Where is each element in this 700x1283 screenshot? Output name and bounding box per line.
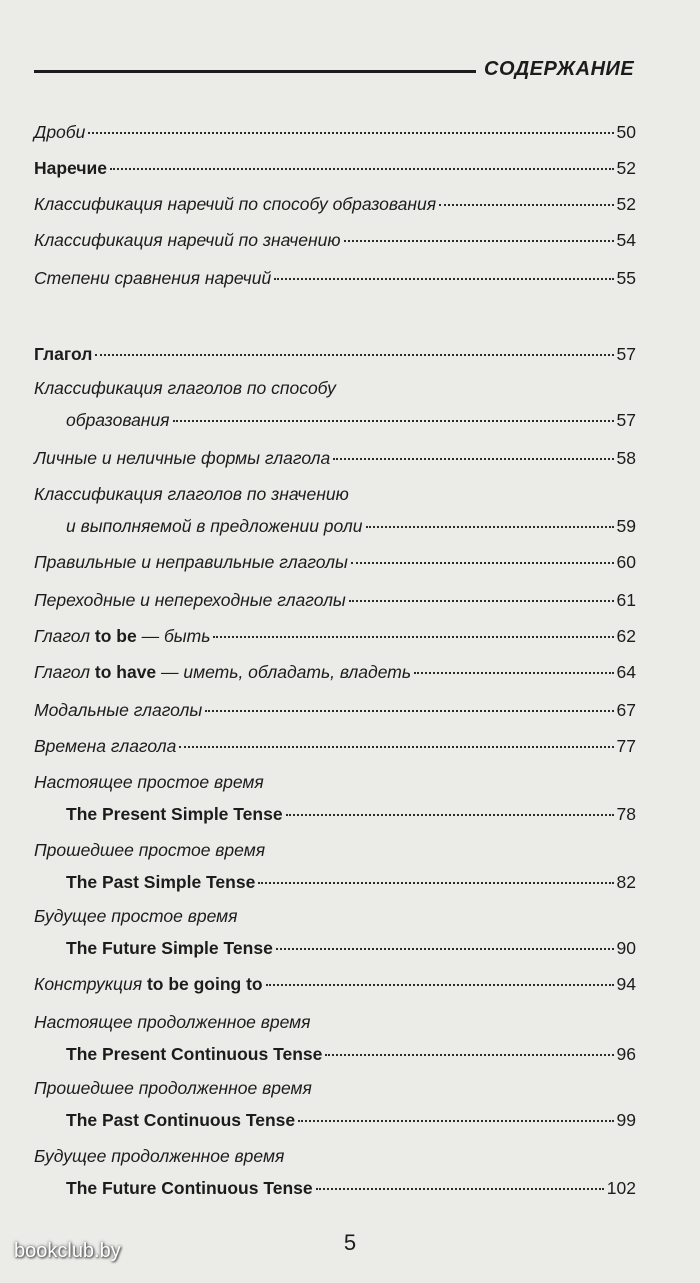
toc-entry-label: Классификация глаголов по способу [34,378,336,398]
dot-leader [274,278,613,280]
toc-entry-label: Прошедшее простое время [34,840,266,860]
toc-entry-page: 59 [616,516,636,536]
toc-entry-page: 82 [616,872,636,892]
toc-entry [34,588,636,612]
toc-entry-label: Модальные глаголы [34,700,203,720]
header-rule [34,70,476,73]
toc-entry-label: Настоящее простое время [34,772,264,792]
dot-leader [213,636,613,638]
dot-leader [179,746,613,748]
toc-entry-label: Классификация глаголов по значению [34,484,349,504]
toc-entry-page: 78 [616,804,636,824]
toc-entry-english-term: to have [94,662,157,682]
toc-entry [34,624,636,648]
toc-entry-label-cont: и выполняемой в предложении роли [66,516,363,536]
toc-entry [34,838,636,894]
toc-entry [34,770,636,826]
dot-leader [349,600,614,602]
toc-entry [34,1144,636,1200]
toc-entry-label: Правильные и неправильные глаголы [34,552,348,572]
toc-entry-page: 61 [616,590,636,610]
toc-entry-page: 99 [616,1110,636,1130]
toc-section-label: Глагол [34,344,93,364]
toc-entry-english-term: The Present Continuous Tense [66,1044,323,1064]
toc-entry [34,972,636,996]
toc-entry-page: 52 [616,158,636,178]
dot-leader [286,814,614,816]
toc-entry [34,120,636,144]
toc-entry-label: Классификация наречий по значению [34,230,341,250]
dot-leader [266,984,614,986]
dot-leader [110,168,614,170]
dot-leader [88,132,613,134]
toc-entry [34,342,636,366]
toc-entry-label: Степени сравнения наречий [34,268,272,288]
toc-entry-page: 58 [616,448,636,468]
toc-entry-english-term: The Future Simple Tense [66,938,273,958]
page-title: СОДЕРЖАНИЕ [484,58,635,80]
toc-entry-translation: — иметь, обладать, владеть [161,662,412,682]
toc-entry [34,156,636,180]
toc-entry-page: 90 [616,938,636,958]
toc-entry-page: 55 [616,268,636,288]
dot-leader [316,1188,604,1190]
toc-entry-english-term: The Future Continuous Tense [66,1178,313,1198]
toc-entry-page: 96 [616,1044,636,1064]
toc-entry [34,904,636,960]
dot-leader [344,240,614,242]
dot-leader [95,354,613,356]
watermark: bookclub.by [14,1240,121,1262]
toc-entry-page: 60 [616,552,636,572]
toc-entry [34,482,636,538]
toc-entry-english-term: to be [94,626,137,646]
dot-leader [351,562,614,564]
toc-entry [34,376,636,432]
toc-entry-label: Личные и неличные формы глагола [34,448,331,468]
dot-leader [414,672,614,674]
toc-entry-page: 62 [616,626,636,646]
toc-entry-english-term: The Present Simple Tense [66,804,283,824]
toc-entry-page: 94 [616,974,636,994]
dot-leader [366,526,614,528]
toc-entry [34,660,636,684]
toc-entry-label: Будущее продолженное время [34,1146,285,1166]
dot-leader [276,948,614,950]
toc-entry-page: 67 [616,700,636,720]
toc-entry-page: 54 [616,230,636,250]
toc-entry-label: Классификация наречий по способу образования [34,194,437,214]
toc-entry-label: Будущее простое время [34,906,238,926]
toc-entry-label: Глагол [34,662,91,682]
toc-entry-page: 64 [616,662,636,682]
toc-entry-page: 102 [606,1178,636,1198]
toc-entry-page: 57 [616,410,636,430]
dot-leader [258,882,613,884]
dot-leader [333,458,613,460]
toc-entry-label: Глагол [34,626,91,646]
dot-leader [205,710,613,712]
toc-entry-page: 57 [616,344,636,364]
toc-entry [34,1010,636,1066]
toc-entry-label: Конструкция [34,974,143,994]
dot-leader [173,420,614,422]
toc-entry-page: 77 [616,736,636,756]
toc-entry-page: 50 [616,122,636,142]
dot-leader [439,204,613,206]
toc-section-label: Наречие [34,158,108,178]
dot-leader [298,1120,613,1122]
toc-entry-label: Прошедшее продолженное время [34,1078,312,1098]
dot-leader [325,1054,613,1056]
toc-entry-translation: — быть [141,626,211,646]
page-number: 5 [343,1230,357,1255]
toc-entry [34,266,636,290]
toc-entry-label: Настоящее продолженное время [34,1012,311,1032]
toc-entry-label: Переходные и непереходные глаголы [34,590,346,610]
toc-entry [34,446,636,470]
toc-entry-page: 52 [616,194,636,214]
toc-entry [34,1076,636,1132]
toc-entry [34,698,636,722]
toc-entry-english-term: The Past Continuous Tense [66,1110,296,1130]
toc-entry-label: Дроби [34,122,86,142]
toc-entry [34,550,636,574]
toc-entry [34,228,636,252]
toc-entry-label: Времена глагола [34,736,177,756]
toc-entry-label-cont: образования [66,410,170,430]
toc-entry [34,734,636,758]
toc-entry [34,192,636,216]
toc-entry-english-term: The Past Simple Tense [66,872,256,892]
toc-entry-english-term: to be going to [146,974,263,994]
